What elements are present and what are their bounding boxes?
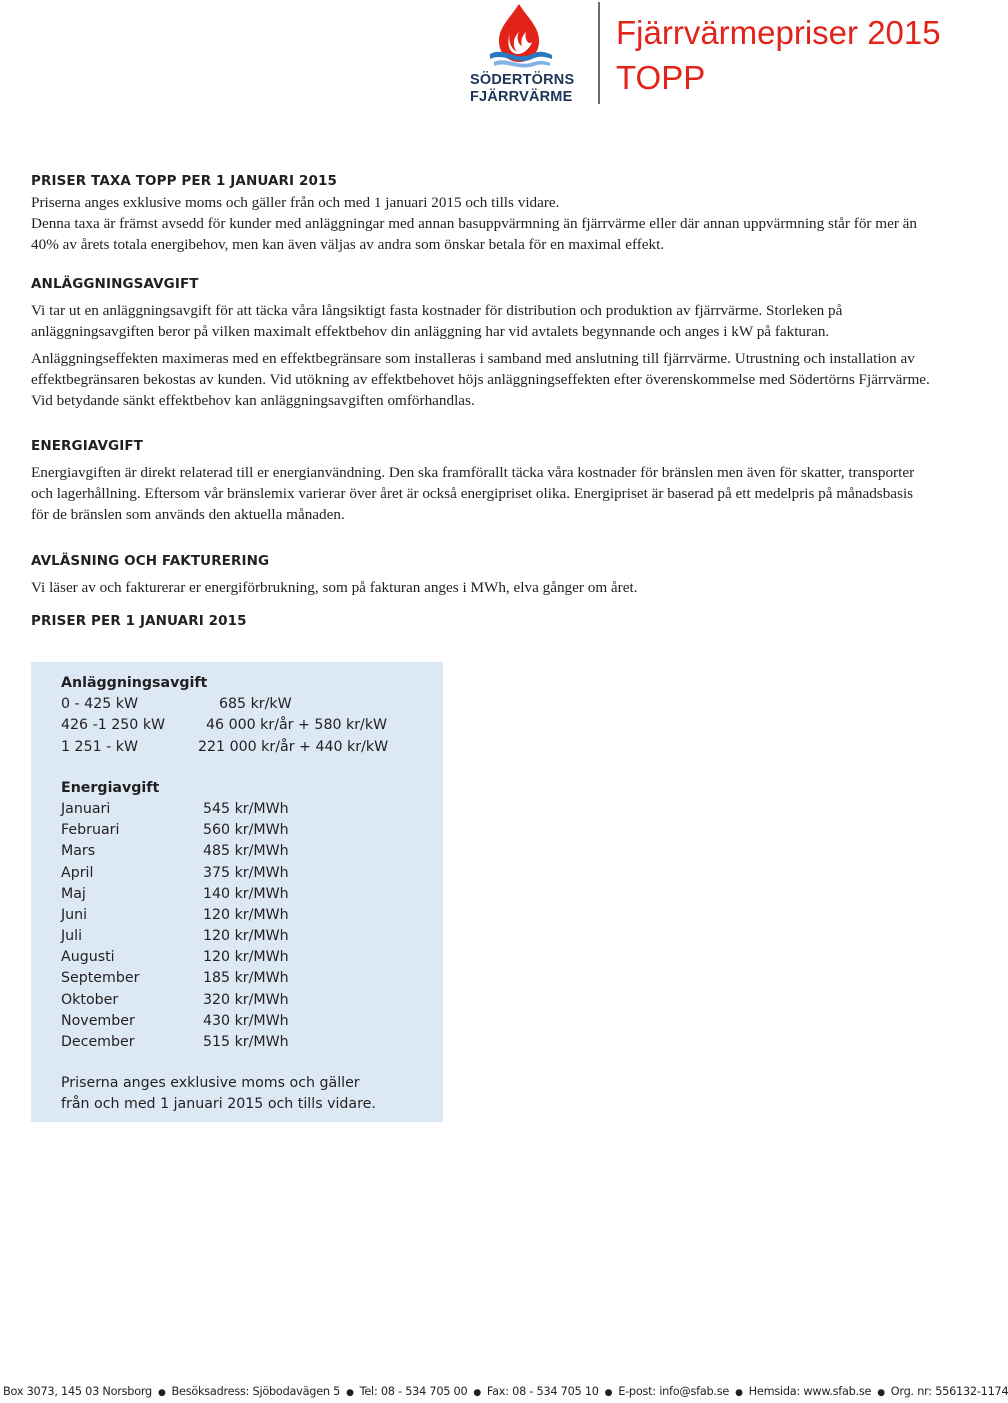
- intro-paragraph-1: Priserna anges exklusive moms och gäller från och med 1 januari 2015 och tills vidare.: [31, 194, 560, 211]
- energiavgift-row-price: 375 kr/MWh: [203, 864, 289, 881]
- energiavgift-row-label: April: [61, 864, 94, 881]
- energiavgift-paragraph-1: Energiavgiften är direkt relaterad till er energianvändning. Den ska framförallt täcka våra kostnader för bränslen men även för skatter, transporter och lagerhållning. Eftersom vår bränslemix varierar över året är också energipriset olika. Energipriset är baserad på ett medelpris på månadsbasis för de bränslen som används den aktuella månaden.: [31, 464, 915, 523]
- price-table-box: [31, 662, 443, 1122]
- energiavgift-heading: ENERGIAVGIFT: [31, 438, 143, 454]
- energiavgift-row-price: 140 kr/MWh: [203, 885, 289, 902]
- energiavgift-row-price: 485 kr/MWh: [203, 843, 289, 860]
- energiavgift-row-label: Mars: [61, 843, 96, 860]
- header-divider: [598, 2, 600, 104]
- company-logo: [466, 2, 586, 110]
- energiavgift-row-label: Maj: [61, 885, 86, 902]
- prices-heading: PRISER PER 1 JANUARI 2015: [31, 613, 247, 629]
- energiavgift-row: [61, 968, 376, 989]
- anlaggningsavgift-row: [61, 737, 389, 758]
- energiavgift-row: [61, 1011, 376, 1032]
- bullet-icon: ●: [874, 1388, 888, 1398]
- page-footer: [0, 1382, 1008, 1401]
- document-title: [616, 10, 941, 100]
- price-note-line-1: Priserna anges exklusive moms och gäller: [61, 1075, 360, 1092]
- energiavgift-row-price: 430 kr/MWh: [203, 1012, 289, 1029]
- anlaggningsavgift-row-price: 46 000 kr/år + 580 kr/kW: [206, 717, 388, 734]
- footer-fax: Fax: 08 - 534 705 10: [486, 1385, 599, 1398]
- anlaggningsavgift-paragraph-1: Vi tar ut en anläggningsavgift för att täcka våra långsiktigt fasta kostnader för distribution och produktion av fjärrvärme. Storleken på anläggningsavgiften beror på vilken maximalt effektbehov din anläggning har vid avtalets begynnande och anges i kW på fakturan.: [31, 302, 843, 340]
- logo-line-2: FJÄRRVÄRME: [470, 89, 573, 105]
- intro-paragraph-2: Denna taxa är främst avsedd för kunder med anläggningar med annan basuppvärmning än fjärrvärme eller där annan uppvärmning står för mer än 40% av årets totala energibehov, men kan även väljas av andra som önskar betala för en maximal effekt.: [31, 215, 918, 253]
- energiavgift-rows: [61, 799, 376, 1053]
- anlaggningsavgift-row-label: 1 251 - kW: [61, 738, 138, 755]
- bullet-icon: ●: [155, 1388, 169, 1398]
- document-body: [31, 171, 931, 631]
- energiavgift-row-price: 515 kr/MWh: [203, 1034, 289, 1050]
- energiavgift-row-label: Juli: [61, 928, 83, 945]
- energiavgift-row: [61, 947, 376, 968]
- energiavgift-row-label: Oktober: [61, 991, 119, 1008]
- energiavgift-row: [61, 884, 376, 905]
- energiavgift-row: [61, 990, 376, 1011]
- document-title-line-1: Fjärrvärmepriser 2015: [616, 14, 941, 51]
- page-header: [0, 0, 960, 120]
- anlaggningsavgift-rows: [61, 694, 389, 758]
- anlaggningsavgift-row-label: 0 - 425 kW: [61, 696, 138, 713]
- energiavgift-row-label: Februari: [61, 822, 120, 839]
- bullet-icon: ●: [602, 1388, 615, 1398]
- document-title-line-2: TOPP: [616, 59, 706, 96]
- price-table: [61, 673, 389, 1116]
- energiavgift-row-price: 560 kr/MWh: [203, 822, 289, 839]
- energiavgift-row: [61, 799, 376, 820]
- energiavgift-row-price: 545 kr/MWh: [203, 800, 289, 817]
- anlaggningsavgift-paragraph-2: Anläggningseffekten maximeras med en effektbegränsare som installeras i samband med anslutning till fjärrvärme. Utrustning och installation av effektbegränsaren bekostas av kunden. Vid utökning av effektbehovet höjs anläggningseffekten efter överenskommelse med Södertörns Fjärrvärme. Vid betydande sänkt effektbehov kan anläggningsavgiften omförhandlas.: [31, 350, 930, 409]
- energiavgift-row-price: 120 kr/MWh: [203, 928, 289, 945]
- price-note-line-2: från och med 1 januari 2015 och tills vidare.: [61, 1096, 376, 1113]
- bullet-icon: ●: [470, 1388, 484, 1398]
- energiavgift-row-price: 120 kr/MWh: [203, 906, 289, 923]
- avlasning-paragraph-1: Vi läser av och fakturerar er energiförbrukning, som på fakturan anges i MWh, elva gånger om året.: [31, 579, 638, 596]
- energiavgift-row: [61, 905, 376, 926]
- energiavgift-row: [61, 1032, 376, 1053]
- anlaggningsavgift-heading: ANLÄGGNINGSAVGIFT: [31, 276, 199, 292]
- intro-heading: PRISER TAXA TOPP PER 1 JANUARI 2015: [31, 173, 337, 189]
- flame-drop-wave-icon: [486, 2, 554, 68]
- energiavgift-row-price: 185 kr/MWh: [203, 970, 289, 987]
- anlaggningsavgift-table-heading: Anläggningsavgift: [61, 675, 208, 691]
- energiavgift-row-label: Augusti: [61, 949, 115, 966]
- logo-text: [470, 72, 574, 106]
- energiavgift-row: [61, 926, 376, 947]
- avlasning-heading: AVLÄSNING OCH FAKTURERING: [31, 553, 270, 569]
- anlaggningsavgift-row: [61, 694, 376, 715]
- energiavgift-table-heading: Energiavgift: [61, 779, 160, 796]
- anlaggningsavgift-row-label: 426 -1 250 kW: [61, 717, 166, 734]
- footer-email: E-post: info@sfab.se: [618, 1385, 730, 1398]
- energiavgift-row-label: Juni: [61, 906, 88, 923]
- energiavgift-row: [61, 841, 376, 862]
- logo-line-1: SÖDERTÖRNS: [470, 72, 575, 88]
- energiavgift-row-label: Januari: [61, 800, 111, 817]
- energiavgift-row-price: 120 kr/MWh: [203, 949, 289, 966]
- footer-website: Hemsida: www.sfab.se: [748, 1385, 872, 1398]
- anlaggningsavgift-row: [61, 715, 388, 736]
- footer-visit-address: Besöksadress: Sjöbodavägen 5: [171, 1385, 341, 1398]
- energiavgift-row-label: November: [61, 1012, 135, 1029]
- footer-address: Box 3073, 145 03 Norsborg: [3, 1385, 152, 1398]
- energiavgift-row-price: 320 kr/MWh: [203, 991, 289, 1008]
- bullet-icon: ●: [343, 1388, 357, 1398]
- footer-phone: Tel: 08 - 534 705 00: [359, 1385, 468, 1398]
- anlaggningsavgift-row-price: 221 000 kr/år + 440 kr/kW: [198, 738, 389, 755]
- bullet-icon: ●: [732, 1388, 746, 1398]
- footer-org-number: Org. nr: 556132-1174: [890, 1385, 1008, 1398]
- energiavgift-row: [61, 820, 376, 841]
- energiavgift-row-label: September: [61, 970, 140, 987]
- energiavgift-row: [61, 863, 376, 884]
- energiavgift-row-label: December: [61, 1034, 135, 1050]
- anlaggningsavgift-row-price: 685 kr/kW: [219, 696, 292, 713]
